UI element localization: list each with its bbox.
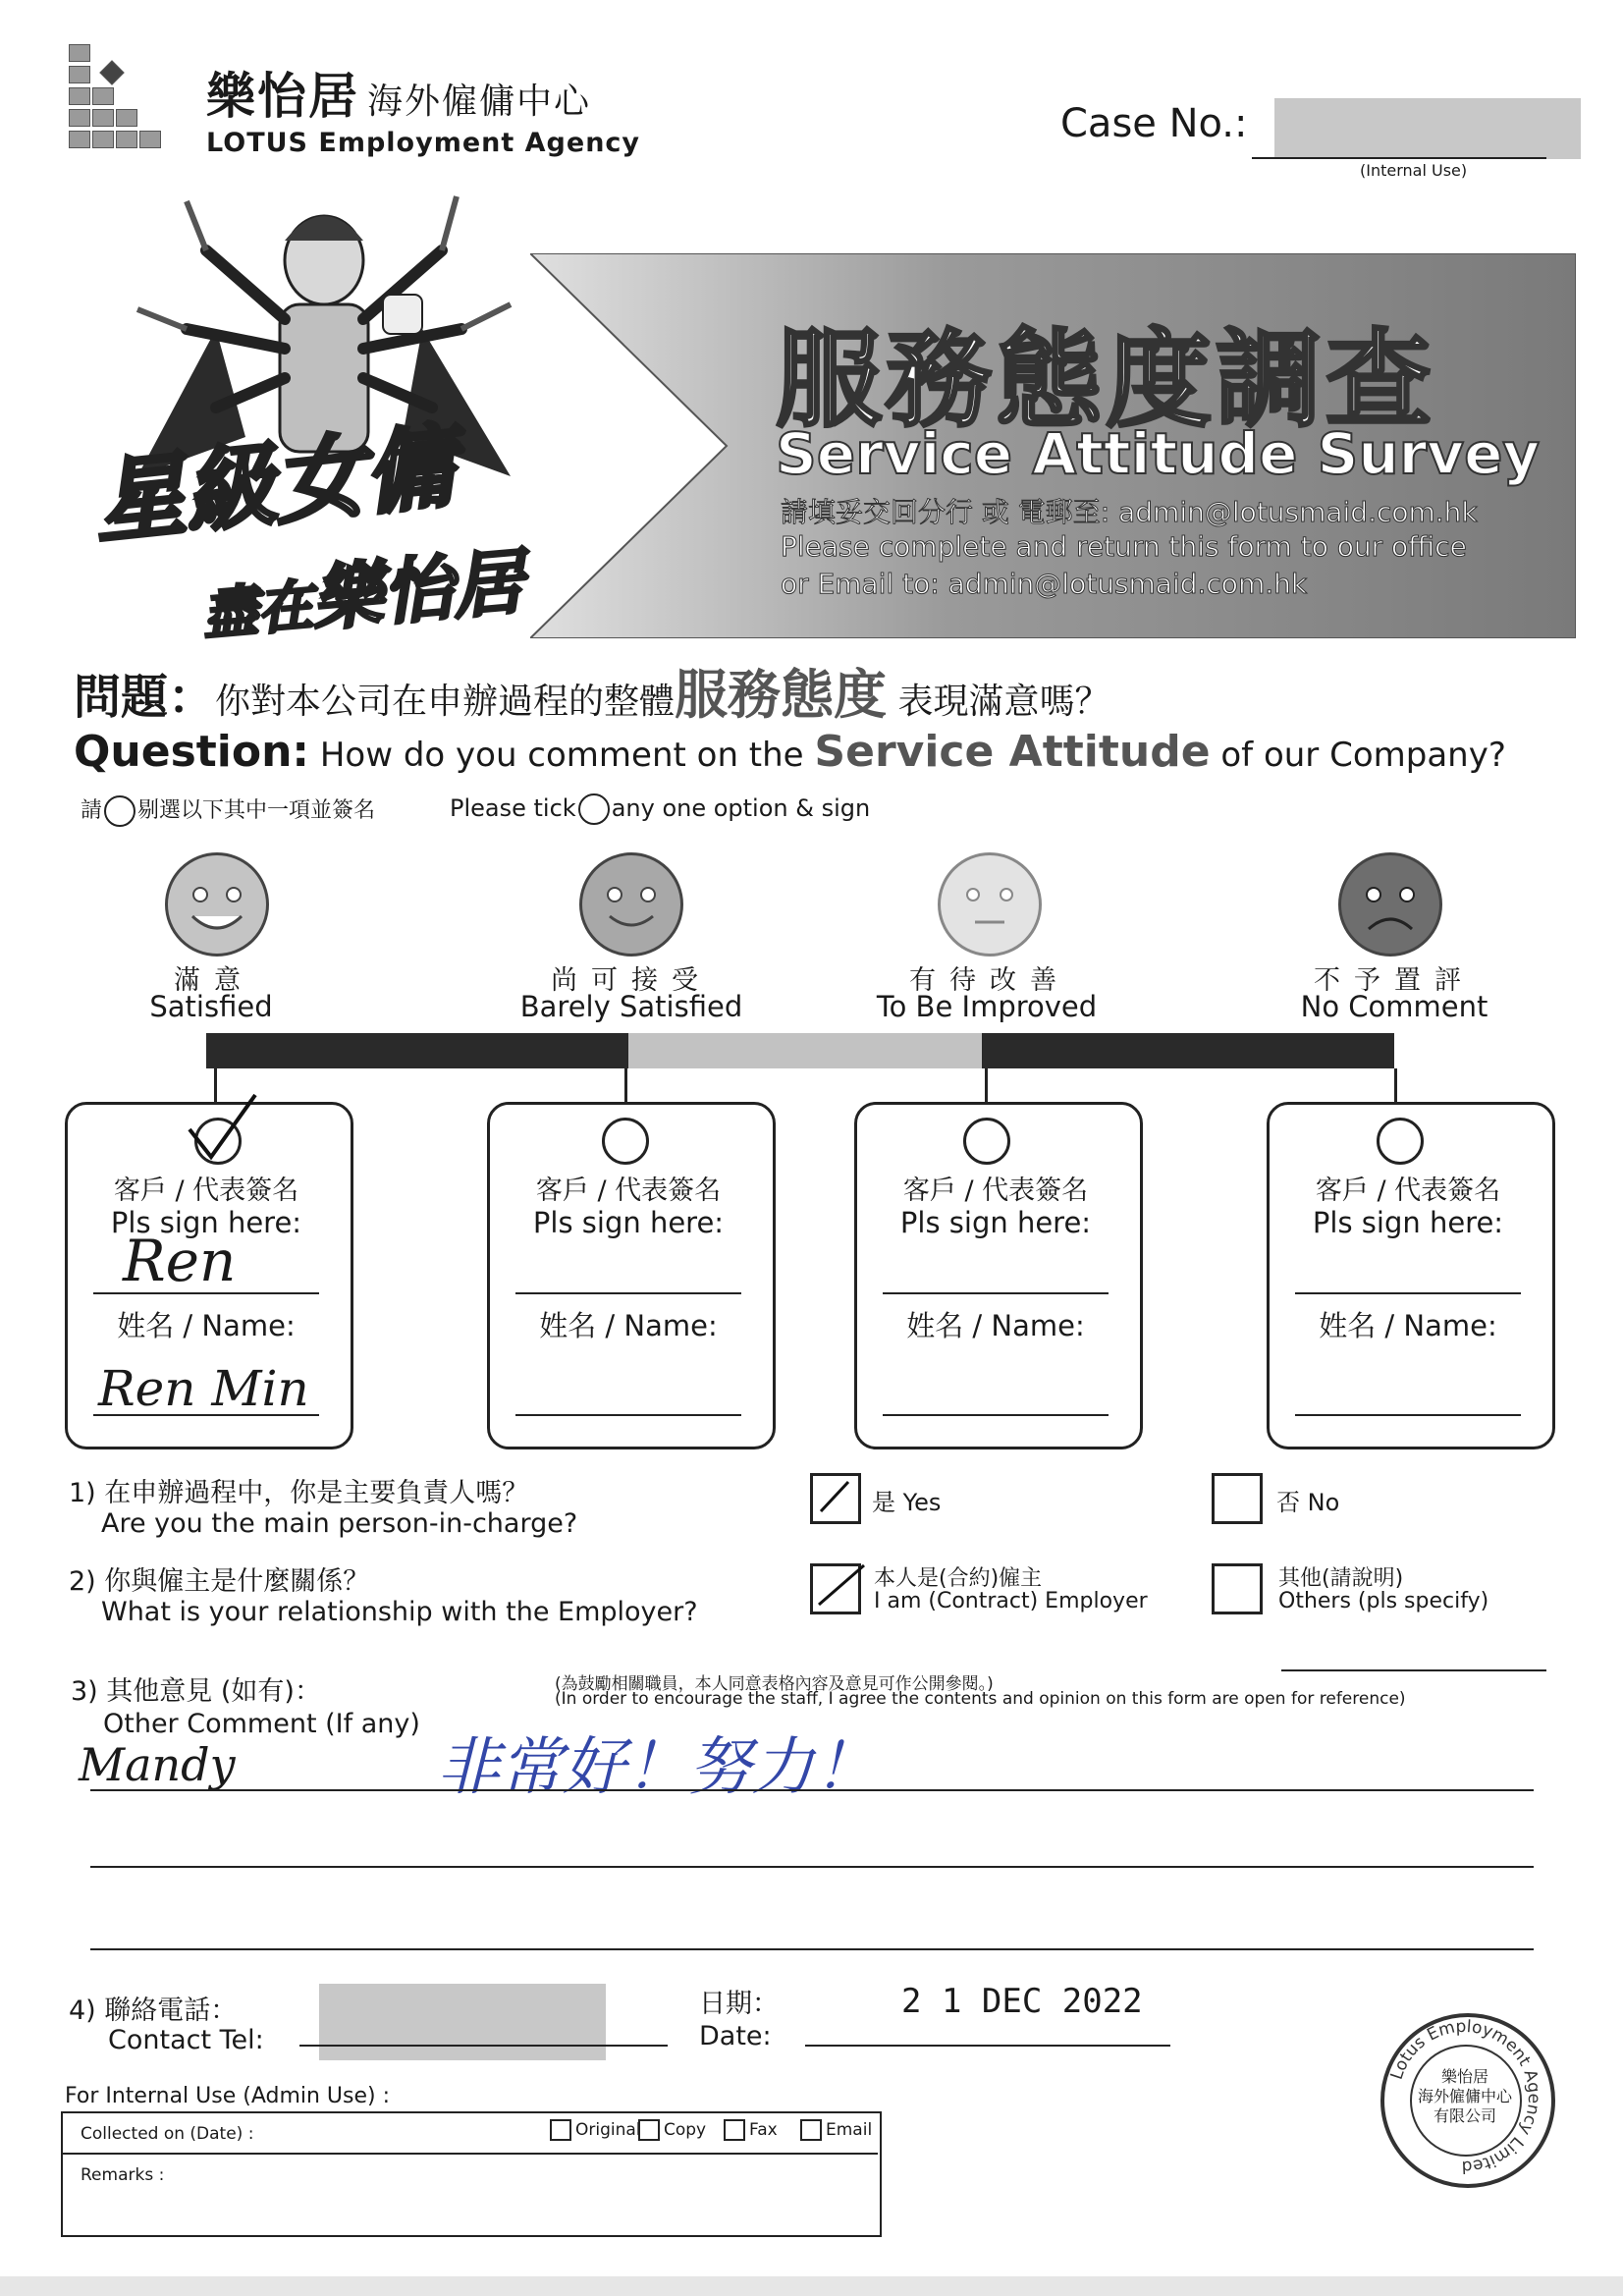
- connector-line: [1394, 1068, 1397, 1104]
- contact-tel-line[interactable]: [299, 2045, 668, 2047]
- q2-others-label-en: Others (pls specify): [1278, 1589, 1489, 1613]
- question-en: Question: How do you comment on the Service Attitude of our Company?: [74, 727, 1506, 777]
- admin-row-divider: [63, 2153, 878, 2155]
- option-satisfied-zh: 滿意: [174, 965, 254, 996]
- comment-line[interactable]: [90, 1948, 1534, 1950]
- email-option[interactable]: Email: [800, 2119, 872, 2141]
- date-label-en: Date:: [699, 2021, 772, 2051]
- q2-employer-label-zh: 本人是(合約)僱主: [874, 1566, 1043, 1591]
- case-number-line: [1252, 157, 1546, 159]
- option-improve-zh: 有待改善: [909, 965, 1070, 996]
- q1-yes-label: 是 Yes: [872, 1489, 942, 1516]
- case-number-label: Case No.:: [1060, 101, 1248, 146]
- option-no-comment-en: No Comment: [1300, 990, 1488, 1023]
- comment-line[interactable]: [90, 1789, 1534, 1791]
- connector-bar: [628, 1033, 982, 1068]
- select-circle-no-comment[interactable]: [1377, 1118, 1424, 1165]
- select-circle-to-be-improved[interactable]: [963, 1118, 1010, 1165]
- q2-employer-label-en: I am (Contract) Employer: [874, 1589, 1148, 1613]
- case-number-redacted: [1274, 98, 1581, 159]
- question-zh: 問題：你對本公司在申辦過程的整體服務態度 表現滿意嗎？: [74, 664, 1110, 726]
- q1-label-en: Are you the main person-in-charge?: [101, 1508, 578, 1539]
- fax-option[interactable]: Fax: [724, 2119, 778, 2141]
- return-instruction-en: Please complete and return this form to our office: [781, 530, 1467, 563]
- q2-label-zh: 2) 你與僱主是什麼關係？: [69, 1566, 370, 1597]
- copy-option[interactable]: Copy: [638, 2119, 706, 2141]
- q3-label-en: Other Comment (If any): [103, 1709, 420, 1739]
- q2-label-en: What is your relationship with the Employer?: [101, 1597, 698, 1627]
- connector-bar: [982, 1033, 1394, 1068]
- option-barely-en: Barely Satisfied: [519, 990, 743, 1023]
- survey-title-en: Service Attitude Survey: [776, 420, 1541, 487]
- sign-label-zh: 客戶 / 代表簽名: [902, 1175, 1089, 1206]
- admin-use-title: For Internal Use (Admin Use) :: [65, 2084, 391, 2108]
- brand-name-en: LOTUS Employment Agency: [206, 128, 641, 158]
- q3-consent-note-zh: (為鼓勵相關職員，本人同意表格內容及意見可作公開參閱。): [555, 1674, 994, 1694]
- return-email-en: or Email to: admin@lotusmaid.com.hk: [781, 568, 1308, 600]
- sign-label-en: Pls sign here:: [532, 1206, 725, 1239]
- q1-label-zh: 1) 在申辦過程中，你是主要負責人嗎？: [69, 1478, 529, 1508]
- name-label: 姓名 / Name:: [539, 1309, 718, 1342]
- email-checkbox[interactable]: [800, 2119, 822, 2141]
- name-line: [93, 1414, 319, 1416]
- signature-line: [1295, 1292, 1521, 1294]
- slogan-all-in-lotus: 盡在樂怡居: [199, 539, 527, 648]
- scan-edge: [0, 2276, 1623, 2296]
- fax-checkbox[interactable]: [724, 2119, 745, 2141]
- signature-line: [515, 1292, 741, 1294]
- select-circle-barely-satisfied[interactable]: [602, 1118, 649, 1165]
- barely-satisfied-face-icon: [579, 852, 683, 957]
- tick-icon: [104, 795, 135, 827]
- name-label: 姓名 / Name:: [117, 1309, 296, 1342]
- sign-label-en: Pls sign here:: [1312, 1206, 1504, 1239]
- tick-instruction-en: Please tick any one option & sign: [450, 793, 870, 825]
- company-logo: [69, 44, 187, 152]
- remarks-label: Remarks :: [81, 2165, 165, 2185]
- q4-label-en: Contact Tel:: [108, 2025, 264, 2055]
- to-be-improved-face-icon: [938, 852, 1042, 957]
- comment-text: 非常好！努力！: [437, 1731, 877, 1804]
- q1-no-checkbox[interactable]: [1212, 1473, 1263, 1524]
- internal-use-note: (Internal Use): [1360, 161, 1468, 180]
- customer-name: Ren Min: [98, 1360, 309, 1417]
- check-mark-icon: [815, 1561, 874, 1611]
- comment-line[interactable]: [90, 1866, 1534, 1868]
- option-satisfied-en: Satisfied: [149, 990, 273, 1023]
- comment-staff-name: Mandy: [79, 1738, 236, 1791]
- satisfied-face-icon: [165, 852, 269, 957]
- contact-tel-redacted: [319, 1984, 606, 2060]
- name-line: [1295, 1414, 1521, 1416]
- survey-title-zh: 服務態度調查: [776, 319, 1436, 442]
- date-line[interactable]: [805, 2045, 1170, 2047]
- copy-checkbox[interactable]: [638, 2119, 660, 2141]
- signature-line: [883, 1292, 1109, 1294]
- signature-line: [93, 1292, 319, 1294]
- sign-label-zh: 客戶 / 代表簽名: [113, 1175, 299, 1206]
- no-comment-face-icon: [1338, 852, 1442, 957]
- sign-label-zh: 客戶 / 代表簽名: [1315, 1175, 1501, 1206]
- q2-others-label-zh: 其他(請說明): [1278, 1566, 1404, 1591]
- name-line: [515, 1414, 741, 1416]
- customer-signature: Ren: [123, 1228, 237, 1294]
- original-checkbox[interactable]: [550, 2119, 571, 2141]
- q2-others-checkbox[interactable]: [1212, 1563, 1263, 1614]
- brand-name-zh: 樂怡居 海外僱傭中心: [206, 68, 592, 125]
- option-barely-zh: 尚可接受: [551, 965, 712, 996]
- connector-line: [624, 1068, 627, 1104]
- q1-no-label: 否 No: [1276, 1489, 1340, 1516]
- sign-label-zh: 客戶 / 代表簽名: [535, 1175, 722, 1206]
- q4-label-zh: 4) 聯絡電話：: [69, 1995, 238, 2026]
- q3-top-line: [1281, 1669, 1546, 1671]
- tick-instruction-zh: 請 剔選以下其中一項並簽名: [81, 793, 375, 827]
- collected-on-label: Collected on (Date) :: [81, 2124, 254, 2144]
- return-instruction-zh: 請填妥交回分行 或 電郵至: admin@lotusmaid.com.hk: [781, 496, 1478, 528]
- company-seal-text: 樂怡居 海外僱傭中心 有限公司: [1417, 2067, 1512, 2125]
- option-improve-en: To Be Improved: [876, 990, 1098, 1023]
- date-label-zh: 日期：: [699, 1989, 779, 2019]
- original-option[interactable]: Original: [550, 2119, 641, 2141]
- check-mark-icon: [815, 1478, 854, 1517]
- name-label: 姓名 / Name:: [906, 1309, 1085, 1342]
- check-mark-icon: [182, 1090, 260, 1164]
- q3-label-zh: 3) 其他意見 (如有)：: [71, 1676, 321, 1707]
- sign-label-en: Pls sign here:: [110, 1206, 302, 1239]
- name-label: 姓名 / Name:: [1319, 1309, 1497, 1342]
- date-value: 2 1 DEC 2022: [901, 1982, 1143, 2021]
- sign-label-en: Pls sign here:: [899, 1206, 1092, 1239]
- connector-bar: [206, 1033, 628, 1068]
- name-line: [883, 1414, 1109, 1416]
- option-no-comment-zh: 不予置評: [1314, 965, 1475, 996]
- svg-text:Lotus Employment Agency Limite: Lotus Employment Agency Limited: [1386, 2016, 1544, 2177]
- tick-icon: [578, 793, 610, 825]
- q3-consent-note-en: (In order to encourage the staff, I agree the contents and opinion on this form are open for reference): [555, 1689, 1406, 1709]
- slogan-star-maid: 星級女傭: [89, 413, 460, 556]
- connector-line: [985, 1068, 988, 1104]
